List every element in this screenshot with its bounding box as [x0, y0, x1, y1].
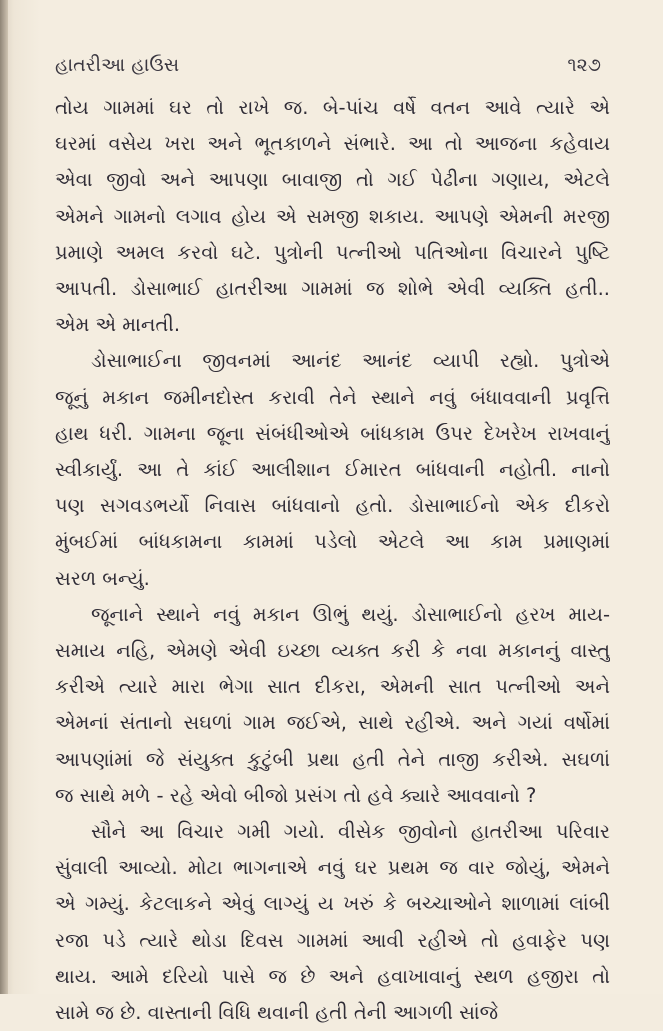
text-line: સૌને આ વિચાર ગમી ગયો. વીસેક જીવોનો હાતરીઆ પરિવાર	[91, 820, 610, 844]
text-line: મુંબઈમાં બાંધકામના કામમાં પડેલો એટલે આ કામ પ્રમાણમાં	[55, 530, 610, 554]
running-header	[55, 50, 601, 80]
text-line: પણ સગવડભર્યો નિવાસ બાંધવાનો હતો. ડોસાભાઈનો એક દીકરો	[55, 494, 610, 518]
text-line: ઘરમાં વસેય ખરા અને ભૂતકાળને સંભારે. આ તો આજના કહેવાય	[55, 132, 610, 156]
paragraph	[55, 343, 610, 596]
text-line: જ સાથે મળે - રહે એવો બીજો પ્રસંગ તો હવે ક્યારે આવવાનો ?	[55, 783, 537, 807]
text-line: એવા જીવો અને આપણા બાવાજી તો ગઈ પેઢીના ગણાય, એટલે	[55, 168, 610, 192]
text-line: એ ગમ્યું. કેટલાકને એવું લાગ્યું ય ખરું કે બચ્ચાઓને શાળામાં લાંબી	[55, 892, 610, 916]
text-line: સ્વીકાર્યું. આ તે કાંઈ આલીશાન ઈમારત બાંધવાની નહોતી. નાનો	[55, 458, 610, 482]
text-line: એમનાં સંતાનો સઘળાં ગામ જઈએ, સાથે રહીએ. અને ગયાં વર્ષોમાં	[55, 711, 610, 735]
paragraph	[55, 597, 610, 814]
text-line: જૂનું મકાન જમીનદોસ્ત કરાવી તેને સ્થાને નવું બંધાવવાની પ્રવૃત્તિ	[55, 385, 610, 409]
text-line: સુંવાલી આવ્યો. મોટા ભાગનાએ નવું ઘર પ્રથમ જ વાર જોયું, એમને	[55, 856, 610, 880]
page-number: ૧૨૭	[567, 54, 601, 76]
text-line: તોય ગામમાં ઘર તો રાખે જ. બે-પાંચ વર્ષે વતન આવે ત્યારે એ	[55, 96, 610, 119]
text-line: થાય. આમે દરિયો પાસે જ છે અને હવાખાવાનું સ્થળ હજીરા તો	[55, 964, 610, 988]
text-line: ડોસાભાઈના જીવનમાં આનંદ આનંદ વ્યાપી રહ્યો. પુત્રોએ	[91, 349, 610, 373]
text-line: સરળ બન્યું.	[55, 566, 150, 590]
text-line: રજા પડે ત્યારે થોડા દિવસ ગામમાં આવી રહીએ તો હવાફેર પણ	[55, 928, 610, 952]
text-line: કરીએ ત્યારે મારા ભેગા સાત દીકરા, એમની સાત પત્નીઓ અને	[55, 675, 610, 699]
text-line: હાથ ધરી. ગામના જૂના સંબંધીઓએ બાંધકામ ઉપર દેખરેખ રાખવાનું	[55, 421, 610, 445]
text-line: જૂનાને સ્થાને નવું મકાન ઊભું થયું. ડોસાભાઈનો હરખ માય-	[91, 602, 610, 626]
text-line: સામે જ છે. વાસ્તાની વિધિ થવાની હતી તેની આગળી સાંજે	[55, 1001, 499, 1025]
paragraph	[55, 90, 610, 343]
page-binding-edge	[0, 0, 8, 994]
text-line: એમને ગામનો લગાવ હોય એ સમજી શકાય. આપણે એમની મરજી	[55, 204, 610, 228]
text-line: આપતી. ડોસાભાઈ હાતરીઆ ગામમાં જ શોભે એવી વ્યક્તિ હતી..	[55, 277, 610, 301]
text-line: સમાય નહિ, એમણે એવી ઇચ્છા વ્યક્ત કરી કે નવા મકાનનું વાસ્તુ	[55, 639, 610, 663]
paragraph	[55, 814, 610, 1031]
body-text	[55, 90, 610, 1031]
text-line: એમ એ માનતી.	[55, 313, 181, 337]
text-line: પ્રમાણે અમલ કરવો ઘટે. પુત્રોની પત્નીઓ પતિઓના વિચારને પુષ્ટિ	[55, 240, 610, 264]
running-title: હાતરીઆ હાઉસ	[55, 54, 180, 76]
text-line: આપણાંમાં જે સંયુક્ત કુટુંબી પ્રથા હતી તેને તાજી કરીએ. સઘળાં	[55, 747, 610, 771]
